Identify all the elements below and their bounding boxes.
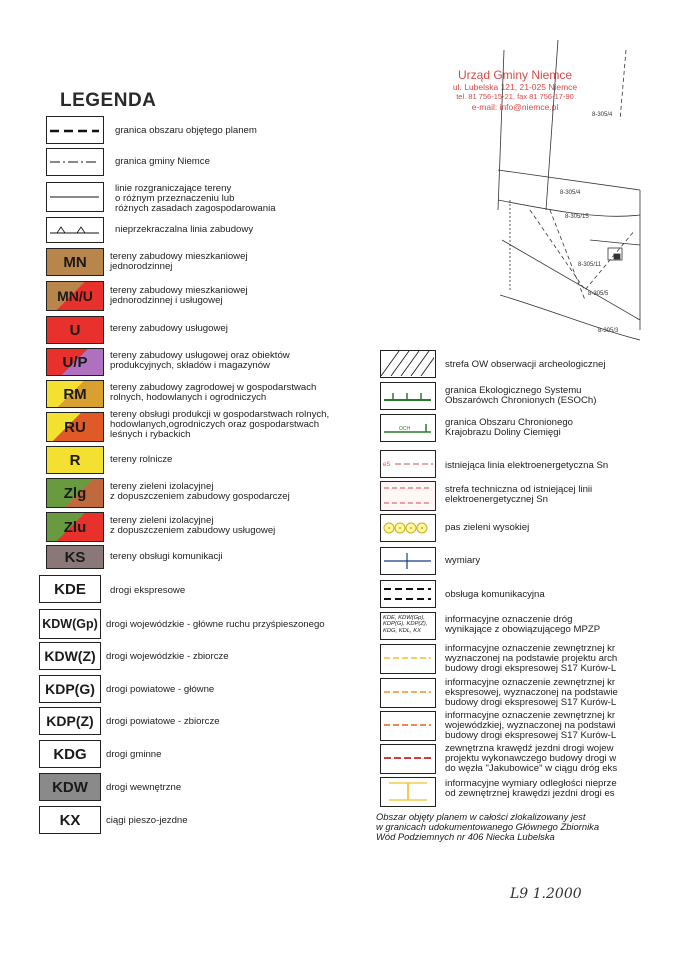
label-U: tereny zabudowy usługowej (110, 323, 228, 334)
label-Zlg: tereny zieleni izolacyjnej z dopuszczeniem zabudowy gospodarczej (110, 481, 290, 502)
symbol-edge-express (380, 678, 436, 708)
label-road-designation: informacyjne oznaczenie dróg wynikające z obowiązującego MPZP (445, 614, 601, 635)
label-technical-zone: strefa techniczna od istniejącej linii elektroenergetycznej Sn (445, 484, 593, 505)
symbol-transport-service (380, 580, 436, 608)
label-KDW-Gp: drogi wojewódzkie - główne ruchu przyśpieszonego (106, 619, 325, 630)
road-KDE: KDE (39, 575, 101, 603)
symbol-road-designation: KDE, KDW(Gp), KDP(G), KDP(Z), KDG, KDL, KX (380, 612, 436, 640)
symbol-esoch-boundary (380, 382, 436, 410)
parcel-label: 8-305/15 (565, 214, 589, 220)
symbol-division-lines (46, 182, 104, 212)
parcel-label: 8-305/3 (598, 328, 619, 334)
zone-RM: RM (46, 380, 104, 408)
label-transport-service: obsługa komunikacyjna (445, 589, 545, 600)
label-MN-U: tereny zabudowy mieszkaniowej jednorodzinnej i usługowej (110, 285, 248, 306)
label-landscape-area: granica Obszaru Chronionego Krajobrazu Doliny Ciemięgi (445, 417, 573, 438)
label-distance-dimensions: informacyjne wymiary odległości nieprze od zewnętrznej krawędzi jezdni drogi es (445, 779, 617, 799)
zone-KS: KS (46, 545, 104, 569)
stamp-line-1: Urząd Gminy Niemce (457, 68, 573, 82)
road-KX: KX (39, 806, 101, 834)
label-KDP-Z: drogi powiatowe - zbiorcze (106, 716, 220, 727)
symbol-edge-voivodeship (380, 711, 436, 741)
label-KDW-Z: drogi wojewódzkie - zbiorcze (106, 651, 229, 662)
label-KDW: drogi wewnętrzne (106, 782, 182, 793)
zone-MN: MN (46, 248, 104, 276)
zone-Zlu: Zlu (46, 512, 104, 542)
symbol-dimensions (380, 547, 436, 575)
label-edge-arch: informacyjne oznaczenie zewnętrznej kr wyznaczonej na podstawie projektu arch budowy drogi ekspresowej S17 Kurów-L (445, 644, 618, 674)
zone-R: R (46, 446, 104, 474)
label-KDG: drogi gminne (106, 749, 162, 760)
label-RU: tereny obsługi produkcji w gospodarstwach rolnych, hodowlanych,ogrodniczych oraz gospodarstwach leśnych i rybackich (110, 409, 330, 440)
symbol-roadway-edge (380, 744, 436, 774)
label-R: tereny rolnicze (110, 454, 173, 465)
label-plan-boundary: granica obszaru objętego planem (115, 125, 257, 136)
zone-RU: RU (46, 412, 104, 442)
symbol-archaeology-zone (380, 350, 436, 378)
symbol-plan-boundary (46, 116, 104, 144)
label-power-line: istniejąca linia elektroenergetyczna Sn (445, 460, 609, 471)
road-KDG: KDG (39, 740, 101, 768)
label-esoch-boundary: granica Ekologicznego Systemu Obszarówch Chronionych (ESOCh) (445, 385, 597, 406)
label-KDE: drogi ekspresowe (110, 585, 186, 596)
symbol-distance-dimensions (380, 777, 436, 807)
label-edge-voivodeship: informacyjne oznaczenie zewnętrznej kr wojewódzkiej, wyznaczonej na podstawi budowy drogi ekspresowej S17 Kurów-L (445, 711, 617, 741)
label-KDP-G: drogi powiatowe - główne (106, 684, 215, 695)
road-KDP-G: KDP(G) (39, 675, 101, 703)
zone-U-P: U/P (46, 348, 104, 376)
label-edge-express: informacyjne oznaczenie zewnętrznej kr ekspresowej, wyznaczonej na podstawie budowy drogi ekspresowej S17 Kurów-L (445, 678, 618, 708)
stamp-line-2: ul. Lubelska 121, 21-025 Niemce (452, 82, 578, 92)
parcel-label: 8-305/4 (592, 112, 613, 118)
parcel-label: 8-305/5 (588, 291, 609, 297)
symbol-landscape-area (380, 414, 436, 442)
label-archaeology-zone: strefa OW obserwacji archeologicznej (445, 359, 606, 370)
symbol-greenery-belt (380, 514, 436, 542)
handwritten-signature: L9 1.2000 (510, 886, 582, 902)
label-MN: tereny zabudowy mieszkaniowej jednorodzinnej (110, 251, 248, 272)
parcel-label: 8-305/11 (578, 262, 602, 268)
road-KDW-Gp: KDW(Gp) (39, 609, 101, 639)
map-fragment (490, 40, 650, 360)
zone-MN-U: MN/U (46, 281, 104, 311)
svg-text:eS: eS (383, 462, 391, 468)
zone-U: U (46, 316, 104, 344)
label-KX: ciągi pieszo-jezdne (106, 815, 188, 826)
parcel-label: 8-305/4 (560, 190, 581, 196)
symbol-edge-arch (380, 644, 436, 674)
symbol-building-line (46, 217, 104, 243)
label-U-P: tereny zabudowy usługowej oraz obiektów produkcyjnych, składów i magazynów (110, 350, 290, 371)
symbol-technical-zone (380, 481, 436, 511)
label-dimensions: wymiary (445, 555, 481, 566)
label-RM: tereny zabudowy zagrodowej w gospodarstwach rolnych, hodowlanych i ogrodniczych (110, 382, 317, 403)
label-Zlu: tereny zieleni izolacyjnej z dopuszczeniem zabudowy usługowej (110, 515, 276, 536)
road-KDW-Z: KDW(Z) (39, 642, 101, 670)
label-roadway-edge: zewnętrzna krawędź jezdni drogi wojew projektu wykonawczego budowy drogi w do węzła "Jakubowice" w ciągu dróg eks (445, 744, 618, 774)
label-commune-boundary: granica gminy Niemce (115, 156, 210, 167)
label-building-line: nieprzekraczalna linia zabudowy (115, 224, 254, 235)
symbol-power-line (380, 450, 436, 478)
svg-text:OCH: OCH (399, 426, 411, 432)
road-KDW: KDW (39, 773, 101, 801)
stamp-line-4: e-mail: info@niemce.pl (471, 102, 559, 112)
label-KS: tereny obsługi komunikacji (110, 551, 223, 562)
symbol-commune-boundary (46, 148, 104, 176)
label-greenery-belt: pas zieleni wysokiej (445, 522, 530, 533)
legend-title: LEGENDA (60, 90, 157, 111)
label-division-lines-full: linie rozgraniczające tereny o różnym przeznaczeniu lub różnych zasadach zagospodarowania (115, 184, 305, 214)
zone-Zlg: Zlg (46, 478, 104, 508)
road-KDP-Z: KDP(Z) (39, 707, 101, 735)
groundwater-note: Obszar objęty planem w całości zlokalizowany jest w granicach udokumentowanego Głównego Zbiornika Wód Podziemnych nr 406 Niecka Lubelska (376, 811, 600, 842)
stamp-line-3: tel. 81 756-15-21, fax 81 756-17-90 (456, 92, 574, 101)
